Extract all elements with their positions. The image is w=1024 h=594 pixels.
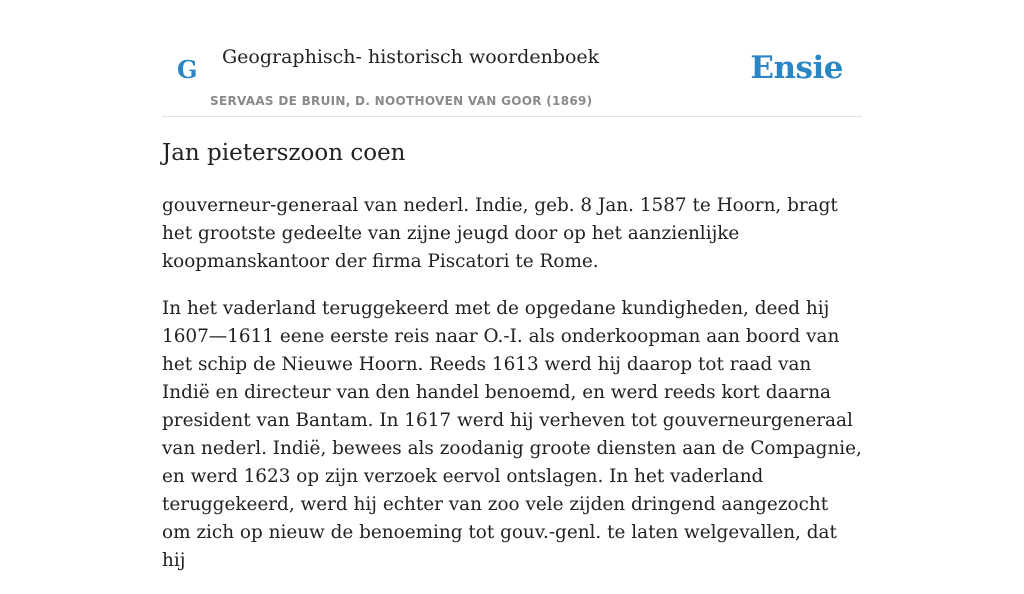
entry-content [162,192,862,594]
entry-paragraph: gouverneur-generaal van nederl. Indie, geb. 8 Jan. 1587 te Hoorn, bragt het grootste gedeelte van zijne jeugd door op het aanzienlijke koopmanskantoor der firma Piscatori te Rome. [162,195,838,272]
entry-paragraph: In het vaderland teruggekeerd met de opgedane kundigheden, deed hij 1607—1611 eene eerste reis naar O.-I. als onderkoopman aan boord van het schip de Nieuwe Hoorn. Reeds 1613 werd hij daarop tot raad van Indië en directeur van den handel benoemd, en werd reeds kort daarna president van Bantam. In 1617 werd hij verheven tot gouverneurgeneraal van nederl. Indië, bewees als zoodanig groote diensten aan de Compagnie, en werd 1623 op zijn verzoek eervol ontslagen. In het vaderland teruggekeerd, werd hij echter van zoo vele zijden dringend aangezocht om zich op nieuw de benoeming tot gouv.-genl. te laten welgevallen, dat hij [162,298,862,571]
site-header [162,0,862,117]
book-authors: SERVAAS DE BRUIN, D. NOOTHOVEN VAN GOOR (1869) [210,94,593,108]
page [162,0,862,571]
book-logo-icon[interactable]: G [177,55,198,84]
entry-title: Jan pieterszoon coen [162,140,406,166]
book-title-link[interactable]: Geographisch- historisch woordenboek [222,46,600,68]
ensie-logo[interactable]: Ensie [750,50,843,86]
